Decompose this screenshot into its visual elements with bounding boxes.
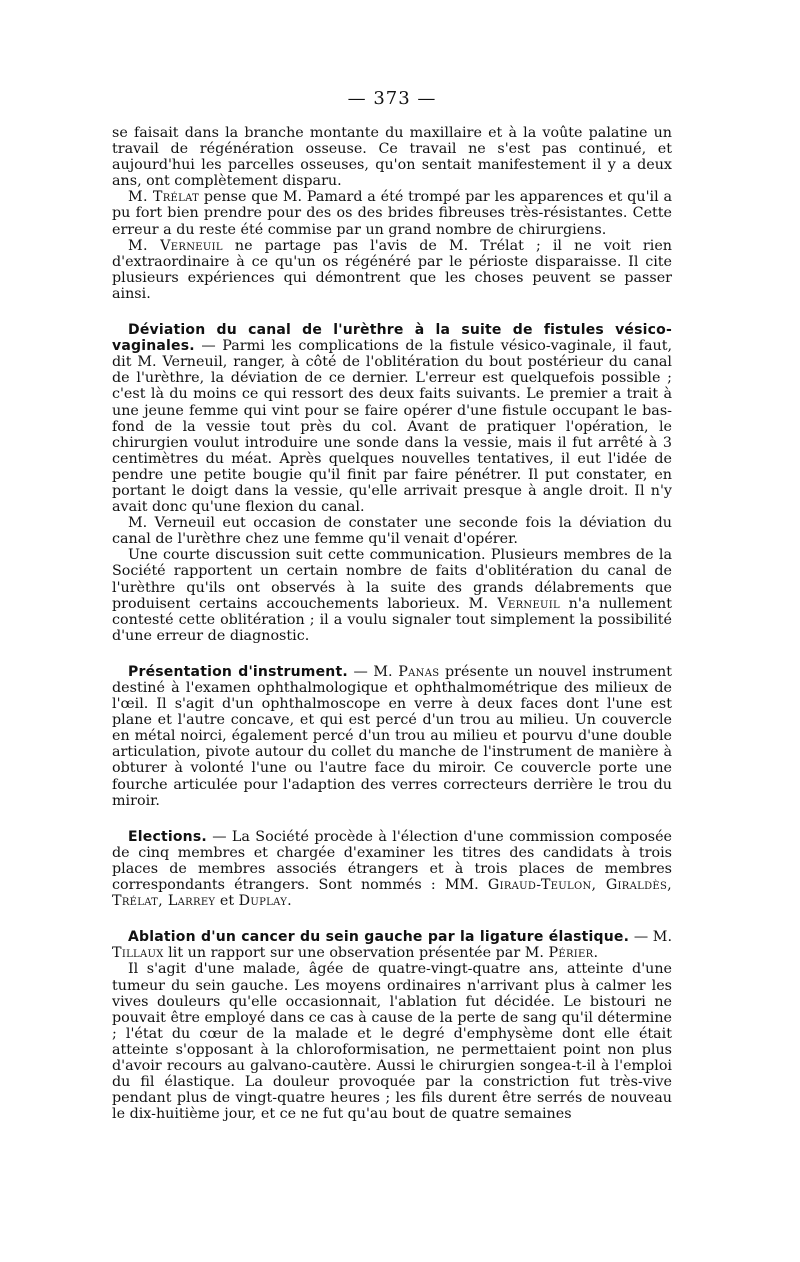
speaker-name: M. Verneuil (128, 237, 223, 254)
section-heading: Elections. (128, 828, 207, 845)
paragraph-text: . (593, 945, 599, 962)
speaker-name: Tillaux (112, 945, 164, 962)
speaker-name: M. Trélat (128, 189, 200, 206)
member-name: Duplay (238, 893, 288, 910)
section-heading: Déviation du canal de l'urèthre à la suite de fistules vésico-vaginales. (112, 322, 672, 355)
section-paragraph (112, 829, 672, 909)
section-paragraph (112, 322, 672, 515)
paragraph-text: . (287, 893, 292, 910)
paragraph-text: et (215, 893, 239, 910)
member-names: Giraud-Teulon, Giraldès, Trélat, Larrey (112, 877, 672, 910)
page-content (112, 88, 672, 1122)
section-deviation (112, 322, 672, 644)
section-paragraph: M. Verneuil eut occasion de constater une seconde fois la déviation du canal de l'urèthre chez une femme qu'il venait d'opérer. (112, 515, 672, 548)
section-ablation (112, 929, 672, 1122)
paragraph-text: — La Société procède à l'élection d'une commission composée de cinq membres et chargée d'examiner les titres des candidats à trois places de membres associés étrangers et à trois places de membres correspondants étrangers. Sont nommés : MM. (112, 828, 672, 894)
section-presentation (112, 664, 672, 809)
paragraph-trelat (112, 189, 672, 237)
section-paragraph (112, 547, 672, 644)
section-paragraph (112, 664, 672, 809)
paragraph-continuation: se faisait dans la branche montante du maxillaire et à la voûte palatine un travail de régénération osseuse. Ce travail ne s'est pas continué, et aujourd'hui les parcelles osseuses, qu'on sentait manifestement il y a deux ans, ont complètement disparu. (112, 125, 672, 190)
paragraph-text: présente un nouvel instrument destiné à l'examen ophthalmologique et ophthalmométrique des milieux de l'œil. Il s'agit d'un ophthalmoscope en verre à deux faces dont l'une est plane et l'autre concave, et qui est percé d'un trou au milieu. Un couvercle en métal noirci, également percé d'un trou au milieu et pourvu d'une double articulation, pivote autour du collet du manche de l'instrument de manière à obturer à volonté l'une ou l'autre face du miroir. Ce couvercle porte une fourche articulée pour l'adaption des verres correcteurs derrière le trou du miroir. (112, 663, 672, 809)
speaker-name: M. Verneuil (468, 595, 560, 612)
speaker-name: Panas (398, 663, 440, 680)
section-paragraph (112, 929, 672, 961)
page-number: — 373 — (347, 88, 437, 109)
paragraph-text: pense que M. Pamard a été trompé par les apparences et qu'il a pu fort bien prendre pour des os des brides fibreuses très-résistantes. Cette erreur a du reste été commise par un grand nombre de chirurgiens. (112, 189, 672, 238)
section-paragraph: Il s'agit d'une malade, âgée de quatre-vingt-quatre ans, atteinte d'une tumeur du sein gauche. Les moyens ordinaires n'arrivant plus à calmer les vives douleurs qu'elle occasionnait, l'ablation fut décidée. Le bistouri ne pouvait être employé dans ce cas à cause de la perte de sang qu'il détermine ; l'état du cœur de la malade et le degré d'emphysème dont elle était atteinte s'opposant à la chloroformisation, ne permettaient point non plus d'avoir recours au galvano-cautère. Aussi le chirurgien songea-t-il à l'emploi du fil élastique. La douleur provoquée par la constriction fut très-vive pendant plus de vingt-quatre heures ; les fils durent être serrés de nouveau le dix-huitième jour, et ce ne fut qu'au bout de quatre semaines (112, 961, 672, 1123)
paragraph-text: lit un rapport sur une observation présentée par M. (163, 945, 549, 962)
paragraph-verneuil (112, 238, 672, 302)
paragraph-text: ne partage pas l'avis de M. Trélat ; il ne voit rien d'extraordinaire à ce qu'un os régénéré par le périoste disparaisse. Il cite plusieurs expériences qui démontrent que les choses peuvent se passer ainsi. (112, 237, 672, 302)
paragraph-text: Une courte discussion suit cette communication. Plusieurs membres de la Société rapportent un certain nombre de faits d'oblitération du canal de l'urèthre qu'ils ont observés à la suite des grands délabrements que produisent certains accouchements laborieux. (112, 547, 672, 612)
section-heading: Présentation d'instrument. (128, 663, 348, 680)
paragraph-text: — Parmi les complications de la fistule vésico-vaginale, il faut, dit M. Verneuil, ranger, à côté de l'oblitération du bout postérieur du canal de l'urèthre, la déviation de ce dernier. L'erreur est quelquefois possible ; c'est là du moins ce qui ressort des deux faits suivants. Le premier a trait à une jeune femme qui vint pour se faire opérer d'une fistule occupant le bas-fond de la vessie tout près du col. Avant de pratiquer l'opération, le chirurgien voulut introduire une sonde dans la vessie, mais il fut arrêté à 3 centimètres du méat. Après quelques nouvelles tentatives, il eut l'idée de pendre une petite bougie qu'il finit par faire pénétrer. Il put constater, en portant le doigt dans la vessie, qu'elle arrivait presque à angle droit. Il n'y avait donc qu'une flexion du canal. (112, 338, 672, 516)
paragraph-text: — M. (629, 929, 672, 946)
paragraph-text: n'a nullement contesté cette oblitération ; il a voulu signaler tout simplement la possibilité d'une erreur de diagnostic. (112, 595, 672, 644)
section-heading: Ablation d'un cancer du sein gauche par la ligature élastique. (128, 929, 630, 946)
paragraph-text: — M. (347, 663, 399, 680)
speaker-name: Périer (548, 945, 594, 962)
section-elections (112, 829, 672, 909)
